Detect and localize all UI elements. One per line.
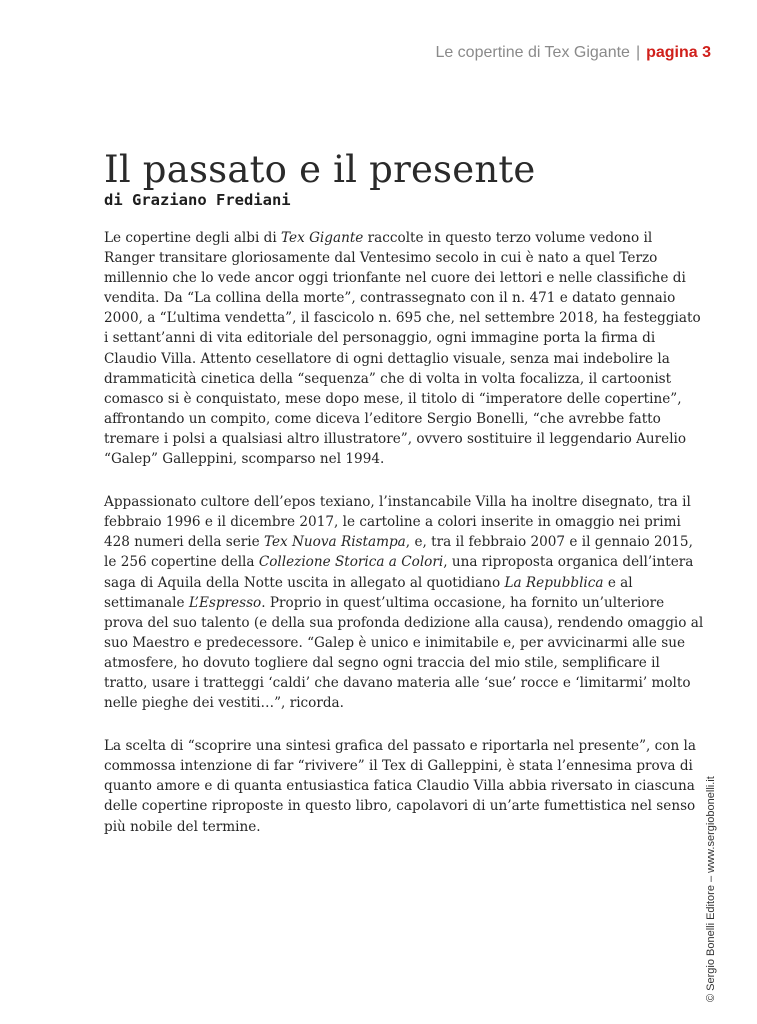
italic-title-run: Tex Nuova Ristampa: [263, 534, 406, 551]
text-run: , e, tra il febbraio 2007 e il gennaio 2015, le 256 copertine della: [104, 534, 693, 571]
text-run: Appassionato cultore dell’epos texiano, l’instancabile Villa ha inoltre disegnato, tra il febbraio 1996 e il dicembre 2017, le cartoline a colori inserite in omaggio nei primi 428 numeri della serie: [104, 494, 691, 551]
italic-title-run: Tex Gigante: [281, 230, 364, 246]
running-header: [435, 44, 711, 62]
paragraph-1: [104, 228, 704, 469]
text-run: Le copertine degli albi di: [104, 230, 282, 246]
copyright-credit: © Sergio Bonelli Editore – www.sergiobonelli.it: [705, 776, 717, 1002]
text-run: e al settimanale: [104, 574, 633, 611]
text-run: , una riproposta organica dell’intera saga di Aquila della Notte uscita in allegato al quotidiano: [104, 554, 694, 591]
text-run: . Proprio in quest’ultima occasione, ha fornito un’ulteriore prova del suo talento (e della sua profonda dedizione alla causa), rendendo omaggio al suo Maestro e predecessore. “Galep è unico e inimitabile e, per avvicinarmi alle sue atmosfere, ho dovuto togliere dal segno ogni traccia del mio stile, semplificare il tratto, usare i tratteggi ‘caldi’ che davano materia alle ‘sue’ rocce e ‘limitarmi’ molto nelle pieghe dei vestiti…”, ricorda.: [104, 594, 704, 712]
text-run: raccolte in questo terzo volume vedono il Ranger transitare gloriosamente dal Ventesimo secolo in cui è nato a quel Terzo millennio che lo vede ancor oggi trionfante nel cuore dei lettori e nelle classifiche di vendita. Da “La collina della morte”, contrassegnato con il n. 471 e datato gennaio 2000, a “L’ultima vendetta”, il fascicolo n. 695 che, nel settembre 2018, ha festeggiato i settant’anni di vita editoriale del personaggio, ogni immagine porta la firma di Claudio Villa. Attento cesellatore di ogni dettaglio visuale, senza mai indebolire la drammaticità cinetica della “sequenza” che di volta in volta focalizza, il cartoonist comasco si è conquistato, mese dopo mese, il titolo di “imperatore delle copertine”, affrontando un compito, come diceva l’editore Sergio Bonelli, “che avrebbe fatto tremare i polsi a qualsiasi altro illustratore”, ovvero sostituire il leggendario Aurelio “Galep” Galleppini, scomparso nel 1994.: [104, 230, 701, 468]
italic-title-run: Collezione Storica a Colori: [258, 554, 444, 571]
paragraph-3: [104, 736, 704, 836]
article-byline: di Graziano Frediani: [104, 191, 291, 209]
article: [104, 150, 704, 860]
series-title: Le copertine di Tex Gigante: [435, 44, 630, 61]
header-separator: |: [635, 44, 641, 61]
paragraph-2: [104, 492, 704, 713]
page-number: pagina 3: [646, 44, 711, 61]
text-run: La scelta di “scoprire una sintesi grafica del passato e riportarla nel presente”, con la commossa intenzione di far “rivivere” il Tex di Galleppini, è stata l’ennesima prova di quanto amore e di quanta entusiastica fatica Claudio Villa abbia riversato in ciascuna delle copertine riproposte in questo libro, capolavori di un’arte fumettistica nel senso più nobile del termine.: [104, 738, 696, 835]
italic-title-run: L’Espresso: [188, 594, 262, 611]
article-title: Il passato e il presente: [104, 148, 536, 191]
italic-title-run: La Repubblica: [504, 574, 604, 591]
